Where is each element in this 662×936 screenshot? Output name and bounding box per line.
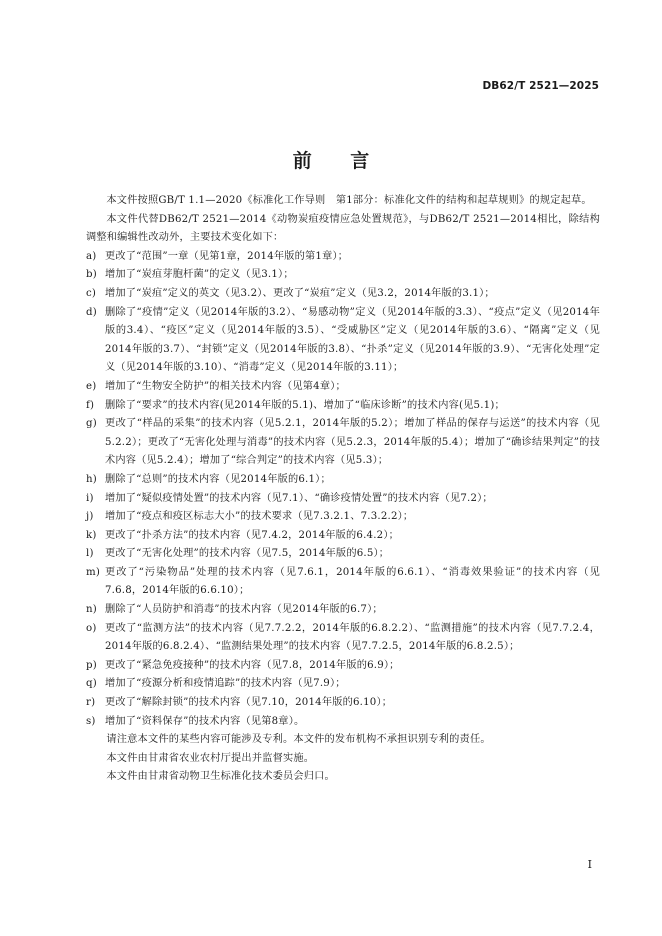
- list-marker: c): [86, 287, 97, 299]
- foreword-body: [86, 192, 600, 787]
- changes-list: [86, 248, 600, 731]
- list-marker: n): [86, 604, 97, 616]
- list-item-text: 增加了“炭疽芽胞杆菌”的定义（见3.1）；: [105, 269, 294, 281]
- list-item: [86, 304, 600, 378]
- list-marker: b): [86, 269, 97, 281]
- list-marker: l): [86, 548, 94, 560]
- page-number: I: [587, 858, 592, 871]
- list-item: [86, 490, 600, 509]
- list-item-text: 增加了“资料保存”的技术内容（见第8章）。: [105, 715, 305, 727]
- list-item-text: 增加了“疑似疫情处置”的技术内容（见7.1）、“确诊疫情处置”的技术内容（见7.2）；: [105, 492, 493, 504]
- list-marker: q): [86, 678, 97, 690]
- list-item: [86, 248, 600, 267]
- list-item: [86, 378, 600, 397]
- page-title: 前 言: [292, 150, 386, 172]
- list-item: [86, 397, 600, 416]
- list-item: [86, 471, 600, 490]
- list-marker: s): [86, 715, 96, 727]
- list-item: [86, 620, 600, 657]
- committee-notice: 本文件由甘肃省动物卫生标准化技术委员会归口。: [106, 771, 335, 783]
- list-item: [86, 675, 600, 694]
- list-item: [86, 415, 600, 471]
- list-item-text: 更改了“无害化处理”的技术内容（见7.5，2014年版的6.5）；: [105, 548, 390, 560]
- list-item: [86, 657, 600, 676]
- list-item-text: 更改了“扑杀方法”的技术内容（见7.4.2，2014年版的6.4.2）；: [105, 529, 400, 541]
- list-item-text: 增加了“炭疽”定义的英文（见3.2）、更改了“炭疽”定义（见3.2，2014年版的3.1）；: [105, 287, 495, 299]
- list-item: [86, 508, 600, 527]
- drafting-rule-paragraph: 本文件按照GB/T 1.1—2020《标准化工作导则 第1部分：标准化文件的结构和起草规则》的规定起草。: [106, 195, 592, 206]
- list-item-text: 更改了“污染物品”处理的技术内容（见7.6.1，2014年版的6.6.1）、“消毒效果验证”的技术内容（见7.6.8，2014年版的6.6.10）；: [105, 566, 600, 597]
- list-item: [86, 266, 600, 285]
- list-marker: f): [86, 399, 95, 411]
- list-item-text: 增加了“生物安全防护”的相关技术内容（见第4章）；: [105, 380, 346, 392]
- proposer-notice: 本文件由甘肃省农业农村厅提出并监督实施。: [106, 752, 315, 764]
- list-item-text: 删除了“人员防护和消毒”的技术内容（见2014年版的6.7）；: [105, 604, 383, 616]
- list-marker: i): [86, 492, 94, 504]
- patent-notice: 请注意本文件的某些内容可能涉及专利。本文件的发布机构不承担识别专利的责任。: [106, 734, 491, 746]
- list-item-text: 更改了“范围”一章（见第1章，2014年版的第1章）；: [105, 250, 349, 262]
- list-marker: m): [86, 566, 101, 578]
- list-marker: j): [86, 511, 94, 523]
- list-item-text: 更改了“监测方法”的技术内容（见7.7.2.2，2014年版的6.8.2.2）、“监测措施”的技术内容（见7.7.2.4，2014年版的6.8.2.4）、“监测结果处理”的技术内容（见7.7.2.5，2014年版的6.8.2.5）；: [105, 622, 600, 653]
- list-item: [86, 527, 600, 546]
- list-item: [86, 694, 600, 713]
- list-item: [86, 545, 600, 564]
- list-item-text: 更改了“解除封锁”的技术内容（见7.10，2014年版的6.10）；: [105, 697, 393, 709]
- list-item-text: 删除了“疫情”定义（见2014年版的3.2）、“易感动物”定义（见2014年版的3.3）、“疫点”定义（见2014年版的3.4）、“疫区”定义（见2014年版的3.5）、“受威胁区”定义（见2014年版的3.6）、“隔离”定义（见2014年版的3.7）、“封锁”定义（见2014年版的3.8）、“扑杀”定义（见2014年版的3.9）、“无害化处理”定义（见2014年版的3.10）、“消毒”定义（见2014年版的3.11）；: [105, 306, 600, 374]
- list-item-text: 增加了“疫源分析和疫情追踪”的技术内容（见7.9）；: [105, 678, 346, 690]
- list-item-text: 更改了“样品的采集”的技术内容（见5.2.1，2014年版的5.2）；增加了样品的保存与运送”的技术内容（见5.2.2）；更改了“无害化处理与消毒”的技术内容（见5.2.3，2014年版的5.4）；增加了“确诊结果判定”的技术内容（见5.2.4）；增加了“综合判定”的技术内容（见5.3）；: [105, 418, 600, 467]
- list-item: [86, 601, 600, 620]
- list-item-text: 删除了“要求”的技术内容(见2014年版的5.1)、增加了“临床诊断”的技术内容(见5.1)；: [105, 399, 505, 411]
- list-marker: r): [86, 697, 96, 709]
- list-marker: g): [86, 418, 97, 430]
- list-marker: k): [86, 529, 97, 541]
- list-item-text: 删除了“总则”的技术内容（见2014年版的6.1）；: [105, 473, 331, 485]
- list-marker: o): [86, 622, 97, 634]
- list-item: [86, 713, 600, 732]
- replacement-paragraph: 本文件代替DB62/T 2521—2014《动物炭疽疫情应急处置规范》，与DB62/T 2521—2014相比，除结构调整和编辑性改动外，主要技术变化如下：: [86, 213, 600, 244]
- list-marker: d): [86, 306, 97, 318]
- document-code: DB62/T 2521—2025: [482, 80, 599, 92]
- list-item-text: 更改了“紧急免疫接种”的技术内容（见7.8，2014年版的6.9）；: [105, 659, 400, 671]
- list-marker: a): [86, 250, 97, 262]
- list-item: [86, 285, 600, 304]
- list-marker: p): [86, 659, 97, 671]
- list-item-text: 增加了“疫点和疫区标志大小”的技术要求（见7.3.2.1、7.3.2.2）；: [105, 511, 414, 523]
- list-marker: e): [86, 380, 97, 392]
- list-marker: h): [86, 473, 97, 485]
- list-item: [86, 564, 600, 601]
